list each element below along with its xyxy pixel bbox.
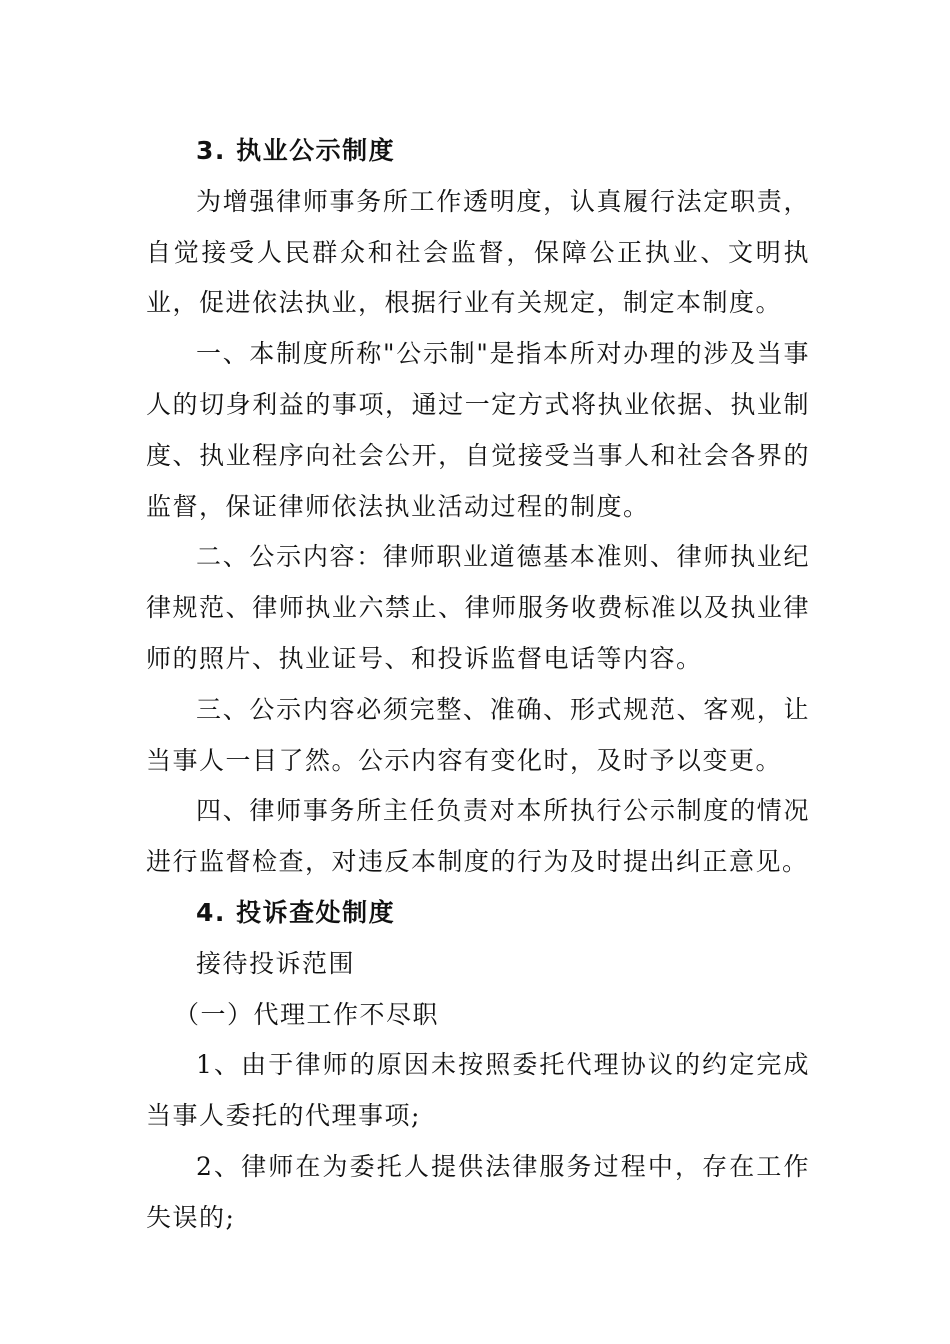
section-4-heading: 4. 投诉查处制度 (196, 897, 396, 927)
section-3-clause-1: 一、本制度所称"公示制"是指本所对办理的涉及当事人的切身利益的事项，通过一定方式将执业依据、执业制度、执业程序向社会公开，自觉接受当事人和社会各界的监督，保证律师依法执业活动过程的制度。 (146, 339, 810, 521)
section-4-scope-title: 接待投诉范围 (196, 948, 356, 978)
section-3-clause-2: 二、公示内容：律师职业道德基本准则、律师执业纪律规范、律师执业六禁止、律师服务收费标准以及执业律师的照片、执业证号、和投诉监督电话等内容。 (146, 542, 810, 673)
section-4-category-1: （一）代理工作不尽职 (174, 999, 440, 1029)
section-4-item-1: 1、由于律师的原因未按照委托代理协议的约定完成当事人委托的代理事项; (146, 1050, 810, 1131)
section-3-clause-4: 四、律师事务所主任负责对本所执行公示制度的情况进行监督检查，对违反本制度的行为及时提出纠正意见。 (146, 796, 810, 877)
section-4-item-2: 2、律师在为委托人提供法律服务过程中，存在工作失误的; (146, 1151, 810, 1232)
section-3-heading: 3. 执业公示制度 (196, 136, 396, 165)
section-3-intro: 为增强律师事务所工作透明度，认真履行法定职责，自觉接受人民群众和社会监督，保障公正执业、文明执业，促进依法执业，根据行业有关规定，制定本制度。 (146, 186, 810, 318)
section-3-clause-3: 三、公示内容必须完整、准确、形式规范、客观，让当事人一目了然。公示内容有变化时，及时予以变更。 (146, 694, 810, 775)
document-body (146, 126, 810, 1244)
